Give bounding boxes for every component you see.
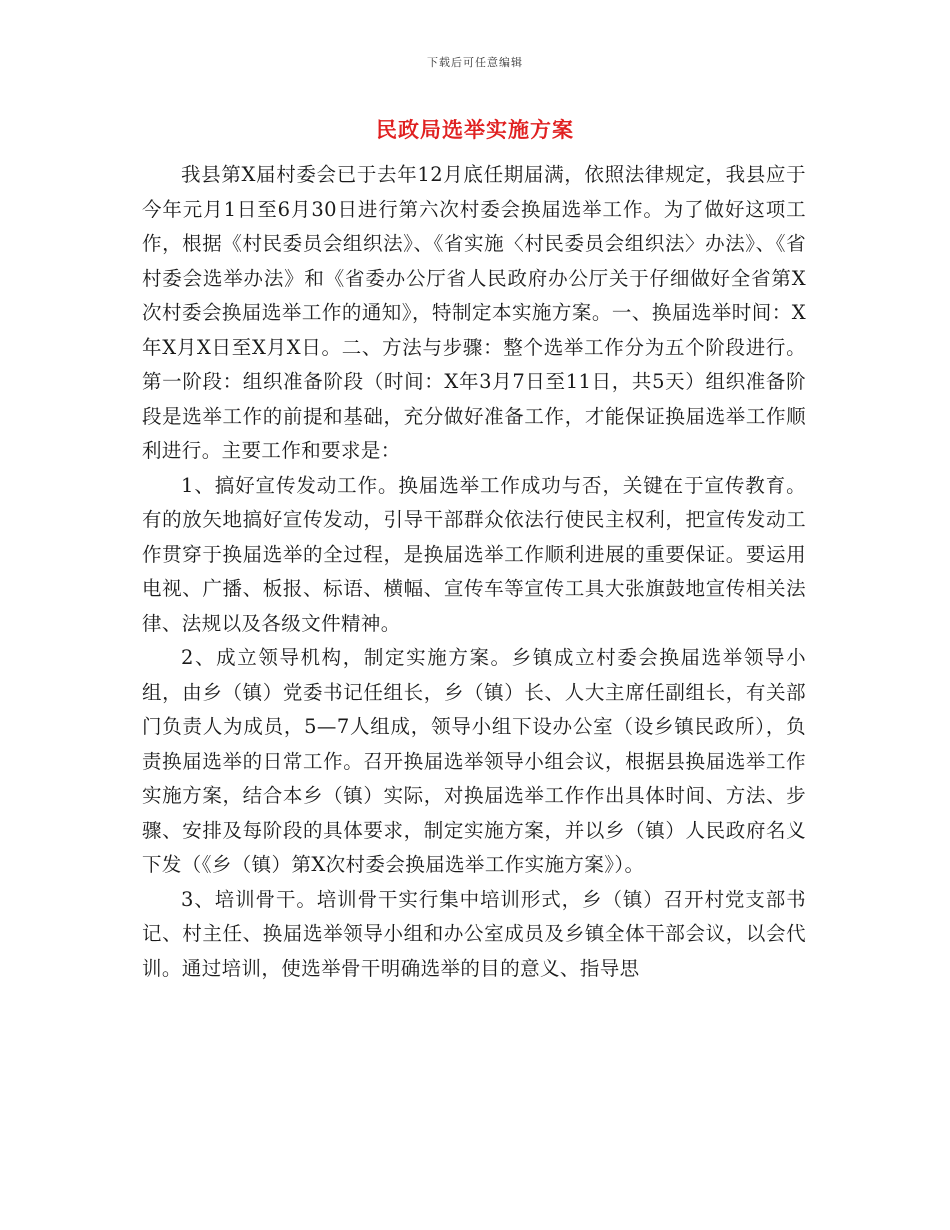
paragraph-intro: 我县第X届村委会已于去年12月底任期届满，依照法律规定，我县应于今年元月1日至6月30日进行第六次村委会换届选举工作。为了做好这项工作，根据《村民委员会组织法》、《省实施〈村民委员会组织法〉办法》、《省村委会选举办法》和《省委办公厅省人民政府办公厅关于仔细做好全省第X次村委会换届选举工作的通知》，特制定本实施方案。一、换届选举时间：X年X月X日至X月X日。二、方法与步骤：整个选举工作分为五个阶段进行。第一阶段：组织准备阶段（时间：X年3月7日至11日，共5天）组织准备阶段是选举工作的前提和基础，充分做好准备工作，才能保证换届选举工作顺利进行。主要工作和要求是：	[142, 163, 806, 462]
paragraph-item-3: 3、培训骨干。培训骨干实行集中培训形式，乡（镇）召开村党支部书记、村主任、换届选举领导小组和办公室成员及乡镇全体干部会议，以会代训。通过培训，使选举骨干明确选举的目的意义、指导思	[142, 887, 806, 980]
header-note: 下载后可任意编辑	[427, 56, 523, 69]
paragraph-item-1: 1、搞好宣传发动工作。换届选举工作成功与否，关键在于宣传教育。有的放矢地搞好宣传发动，引导干部群众依法行使民主权利，把宣传发动工作贯穿于换届选举的全过程，是换届选举工作顺利进展的重要保证。要运用电视、广播、板报、标语、横幅、宣传车等宣传工具大张旗鼓地宣传相关法律、法规以及各级文件精神。	[142, 473, 806, 635]
document-title: 民政局选举实施方案	[376, 117, 574, 142]
document-body	[142, 158, 806, 986]
paragraph-item-2: 2、成立领导机构，制定实施方案。乡镇成立村委会换届选举领导小组，由乡（镇）党委书记任组长，乡（镇）长、人大主席任副组长，有关部门负责人为成员，5—7人组成，领导小组下设办公室（设乡镇民政所），负责换届选举的日常工作。召开换届选举领导小组会议，根据县换届选举工作实施方案，结合本乡（镇）实际，对换届选举工作作出具体时间、方法、步骤、安排及每阶段的具体要求，制定实施方案，并以乡（镇）人民政府名义下发（《乡（镇）第X次村委会换届选举工作实施方案》）。	[142, 646, 806, 876]
